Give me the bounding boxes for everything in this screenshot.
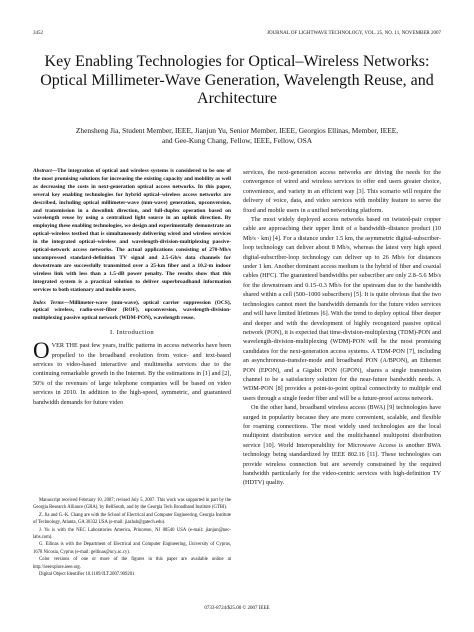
footnote: J. Yu is with the NEC Laboratories America, Princeton, NJ 08540 USA (e-mail: jianjun@nec-labs.com).	[33, 527, 231, 541]
footnotes	[33, 497, 231, 578]
left-column	[33, 168, 231, 407]
running-header	[33, 30, 441, 38]
footnote: Digital Object Identifier 10.1109/JLT.2007.909201	[39, 572, 135, 578]
footnote: Color versions of one or more of the figures in this paper are available online at http://ieeexplore.ieee.org.	[33, 557, 231, 570]
abstract-label: Abstract	[33, 168, 52, 174]
paper-title: Key Enabling Technologies for Optical–Wireless Networks: Optical Millimeter-Wave Generation, Wavelength Reuse, and Architecture	[40, 53, 434, 107]
page-number: 3452	[33, 31, 43, 36]
intro-paragraph	[33, 338, 231, 407]
body-paragraph: The most widely deployed access networks based on twisted-pair copper cable are approaching their upper limit of a bandwidth–distance product (10 Mb/s · km) [4]. For a distance under 1.5 km, the asymmetric digital-subscriber-loop technology can deliver about 8 Mb/s, whereas the latest very high speed digital-subscriber-loop technology can deliver up to 26 Mb/s for distances under 1 km. Another dominant access medium is the hybrid of fiber and coaxial cables (HFC). The guaranteed bandwidths per subscriber are only 2.8–5.6 Mb/s for the downstream and 0.15–0.3 Mb/s for the upstream due to the bandwidth shared within a cell (500–1000 subscribers) [5]. It is quite obvious that the two technologies cannot meet the bandwidth demands for the future video services and will have limited lifetimes [6]. With the trend to deploy optical fiber deeper and deeper and with the development of highly recognized passive optical network (PON), it is expected that time-division-multiplexing (TDM)-PON and wavelength-division-multiplexing (WDM)-PON will be the most promising candidates for the next-generation access systems. A TDM-PON [7], including an asynchronous-transfer-mode and broadband PON (A/BPON), an Ethernet PON (EPON), and a Gigabit PON (GPON), shares a single transmission channel to be a satisfactory solution for the near-future bandwidth needs. A WDM-PON [8] provides a point-to-point optical connectivity to multiple end users through a single feeder fiber and will be a future-proof access network.	[243, 216, 441, 402]
footnote: Manuscript received February 10, 2007; revised July 5, 2007. This work was supported in part by the Georgia Research Alliance (GRA), by BellSouth, and by the Georgia Tech Broadband Institute (GTBI).	[33, 498, 231, 511]
footnote: Z. Jia and G.-K. Chang are with the School of Electrical and Computer Engineering, Georgia Institute of Technology, Atlanta, GA 30332 USA (e-mail: jiazhsh@gatech.edu).	[33, 512, 231, 526]
index-terms-text: —Millimeter-wave (mm-wave), optical carrier suppression (OCS), optical wireless, radio-over-fiber (ROF), upconversion, wavelength-division-multiplexing passive optical network (WDM-PON), wavelength reuse.	[33, 299, 231, 322]
index-terms-label: Index Terms	[33, 299, 64, 306]
author-line-1: Zhensheng Jia, Student Member, IEEE, Jianjun Yu, Senior Member, IEEE, Georgios Ellinas, Member, IEEE,	[75, 126, 399, 135]
abstract	[33, 168, 231, 295]
body-paragraph: On the other hand, broadband wireless access (BWA) [9] technologies have surged in popularity because they are more convenient, scalable, and flexible for roaming connections. The most widely used technologies are the local multipoint distribution service and the multichannel multipoint distribution service [10]. World Interoperability for Microwave Access is another BWA technology being standardized by IEEE 802.16 [11]. These technologies can provide wireless connection but are severely constrained by the required bandwidth particularly for the video-centric services with high-definition TV (HDTV) quality.	[243, 404, 441, 487]
author-line-2: and Gee-Kung Chang, Fellow, IEEE, Fellow, OSA	[161, 136, 313, 145]
copyright-footer: 0733-8724/$25.00 © 2007 IEEE	[204, 606, 270, 611]
journal-name: JOURNAL OF LIGHTWAVE TECHNOLOGY, VOL. 25, NO. 11, NOVEMBER 2007	[267, 31, 441, 36]
index-terms	[33, 300, 231, 324]
author-list	[40, 126, 434, 146]
intro-first-word: VER	[51, 342, 64, 350]
intro-text: THE past few years, traffic patterns in access networks have been propelled to the broadband evolution from voice- and text-based services to video-based interactive and multimedia services due to the continuing remarkable growth in the Internet. By the estimations in [1] and [2], 50% of the revenues of large telephone companies will be based on video services in 2010. In addition to the high-speed, symmetric, and guaranteed bandwidth demands for future video	[33, 342, 231, 406]
body-paragraph: services, the next-generation access networks are driving the needs for the convergence of wired and wireless services to offer end users greater choice, convenience, and variety in an efficient way [3]. This scenario will require the delivery of voice, data, and video services with mobility feature to serve the fixed and mobile users in a unified networking platform.	[243, 169, 441, 214]
footnote: G. Ellinas is with the Department of Electrical and Computer Engineering, University of Cyprus, 1678 Nicosia, Cyprus (e-mail: gellinas@ucy.ac.cy).	[33, 542, 231, 555]
right-column	[243, 168, 441, 488]
section-heading: I. Introduction	[109, 329, 155, 337]
drop-cap: O	[33, 338, 50, 364]
abstract-text: —The integration of optical and wireless systems is considered to be one of the most promising solutions for increasing the existing capacity and mobility as well as decreasing the costs in next-generation optical access networks. In this paper, several key enabling technologies for hybrid optical–wireless access networks are described, including optical millimeter-wave (mm-wave) generation, upconversion, and transmission in a downlink direction, and full-duplex operation based on wavelength reuse by using a centralized light source in an uplink direction. By employing these enabling technologies, we design and experimentally demonstrate an optical–wireless testbed that is simultaneously delivering wired and wireless services in the integrated optical–wireless and wavelength-division-multiplexing passive-optical-network access networks. The actual applications consisting of 270-Mb/s uncompressed standard-definition TV signal and 2.5-Gb/s data channels for downstream are successfully transmitted over a 25-km fiber and a 10.2-m indoor wireless link with less than a 1.5-dB power penalty. The results show that this integrated system is a practical solution to deliver superbroadband information services to both stationary and mobile users.	[33, 168, 231, 293]
